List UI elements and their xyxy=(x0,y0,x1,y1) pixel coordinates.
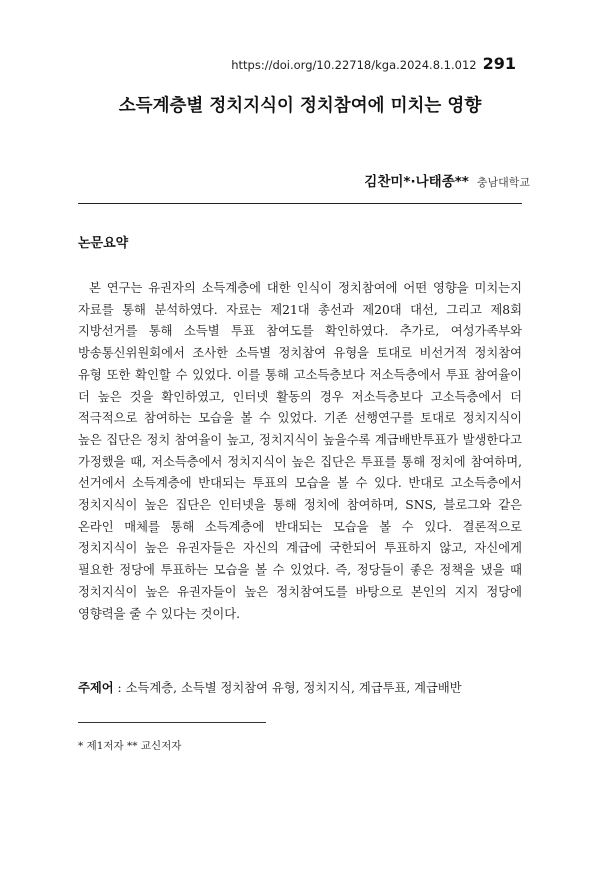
paper-title: 소득계층별 정치지식이 정치참여에 미치는 영향 xyxy=(118,96,482,116)
doi-link[interactable]: https://doi.org/10.22718/kga.2024.8.1.012 xyxy=(231,58,477,72)
footnote-divider xyxy=(78,722,266,723)
abstract-body: 본 연구는 유권자의 소득계층에 대한 인식이 정치참여에 어떤 영향을 미치는지 자료를 통해 분석하였다. 자료는 제21대 총선과 제20대 대선, 그리고 제8회 지방선거를 통해 소득별 투표 참여도를 확인하였다. 추가로, 여성가족부와 방송통신위원회에서 조사한 소득별 정치참여 유형을 토대로 비선거적 정치참여 유형 또한 확인할 수 있었다. 이를 통해 고소득층보다 저소득층에서 투표 참여율이 더 높은 것을 확인하였고, 인터넷 활동의 경우 저소득층보다 고소득층에서 더 적극적으로 참여하는 모습을 볼 수 있었다. 기존 선행연구를 토대로 정치지식이 높은 집단은 정치 참여율이 높고, 정치지식이 높을수록 계급배반투표가 발생한다고 가정했을 때, 저소득층에서 정치지식이 높은 집단은 투표를 통해 정치에 참여하며, 선거에서 소득계층에 반대되는 투표의 모습을 볼 수 있다. 반대로 고소득층에서 정치지식이 높은 집단은 인터넷을 통해 정치에 참여하며, SNS, 블로그와 같은 온라인 매체를 통해 소득계층에 반대되는 모습을 볼 수 있다. 결론적으로 정치지식이 높은 유권자들은 자신의 계급에 국한되어 투표하지 않고, 자신에게 필요한 정당에 투표하는 모습을 볼 수 있었다. 즉, 정당들이 좋은 정책을 냈을 때 정치지식이 높은 유권자들이 높은 정치참여도를 바탕으로 본인의 지지 정당에 영향력을 줄 수 있다는 것이다. xyxy=(78,281,522,621)
page-header xyxy=(231,54,516,73)
keywords-label: 주제어 xyxy=(78,681,114,695)
author-names: 김찬미*·나태종** xyxy=(364,174,469,190)
abstract-heading: 논문요약 xyxy=(78,236,129,251)
page-number: 291 xyxy=(482,54,516,73)
keywords-separator: : xyxy=(113,681,126,695)
keywords-text: 소득계층, 소득별 정치참여 유형, 정치지식, 계급투표, 계급배반 xyxy=(125,681,462,695)
footnote: * 제1저자 ** 교신저자 xyxy=(78,740,182,752)
header-divider xyxy=(78,203,522,204)
keywords-line xyxy=(78,678,528,696)
author-affiliation: 충남대학교 xyxy=(476,176,530,189)
author-line xyxy=(364,170,530,190)
